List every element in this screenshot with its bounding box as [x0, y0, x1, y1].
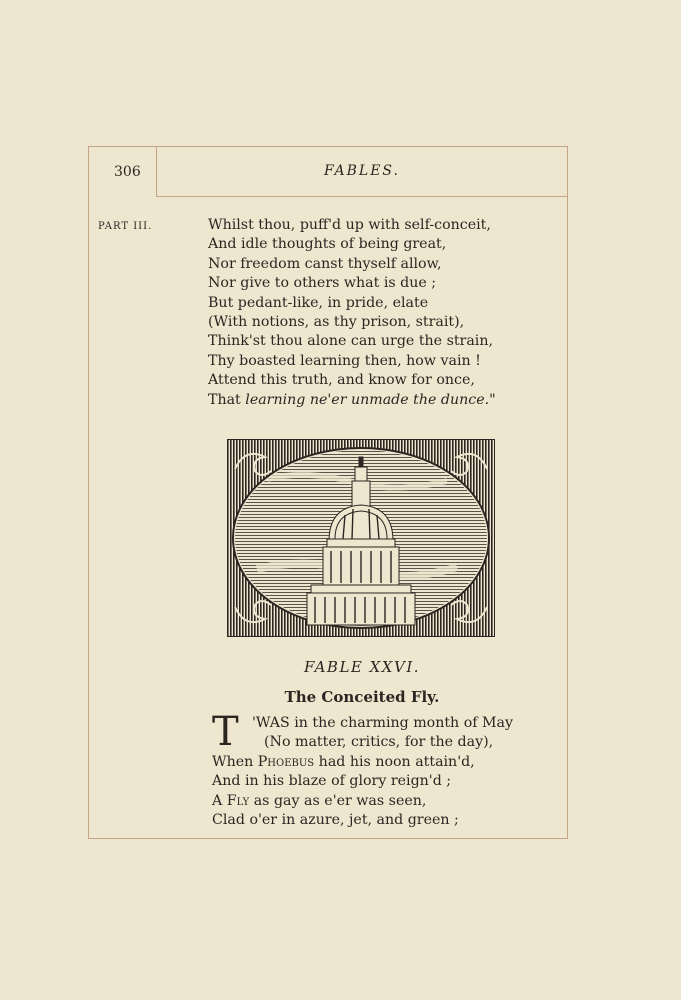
verse-line: Thy boasted learning then, how vain !: [208, 352, 481, 369]
verse-line: Attend this truth, and know for once,: [208, 372, 475, 389]
drop-cap: T: [212, 709, 239, 755]
dome-engraving-illustration: [227, 439, 495, 637]
verse-fragment: as gay as e'er was seen,: [249, 792, 427, 809]
verse-bottom: [212, 709, 514, 830]
verse-fragment: A: [212, 792, 227, 809]
verse-line-start: That: [208, 391, 246, 408]
verse-line: (With notions, as thy prison, strait),: [208, 314, 465, 331]
verse-top: [208, 216, 496, 410]
verse-fragment: When: [212, 753, 258, 770]
fable-number: FABLE XXVI.: [303, 658, 421, 676]
verse-line: Nor give to others what is due ;: [208, 275, 437, 292]
verse-small-caps: Phoebus: [257, 753, 315, 770]
verse-line: (No matter, critics, for the day),: [264, 734, 494, 751]
verse-line: [212, 792, 513, 811]
verse-line-final: [208, 391, 496, 410]
verse-line: But pedant-like, in pride, elate: [208, 294, 429, 311]
verse-italic-phrase: learning ne'er unmade the dunce.": [245, 391, 496, 408]
header-rule: [156, 196, 567, 197]
fable-title: The Conceited Fly.: [284, 688, 440, 706]
verse-small-caps: Fly: [226, 792, 250, 809]
verse-line: And idle thoughts of being great,: [208, 236, 447, 253]
verse-line: Think'st thou alone can urge the strain,: [208, 333, 493, 350]
verse-fragment: had his noon attain'd,: [314, 753, 475, 770]
verse-line: Whilst thou, puff'd up with self-conceit,: [208, 217, 491, 233]
running-head: FABLES.: [324, 163, 400, 179]
part-marker: PART III.: [98, 221, 153, 232]
verse-line: And in his blaze of glory reign'd ;: [212, 773, 452, 790]
verse-line: Clad o'er in azure, jet, and green ;: [212, 812, 459, 829]
page-number: 306: [114, 164, 141, 180]
verse-line: [212, 753, 513, 772]
verse-line: 'WAS in the charming month of May: [252, 715, 514, 731]
verse-line: Nor freedom canst thyself allow,: [208, 255, 442, 272]
